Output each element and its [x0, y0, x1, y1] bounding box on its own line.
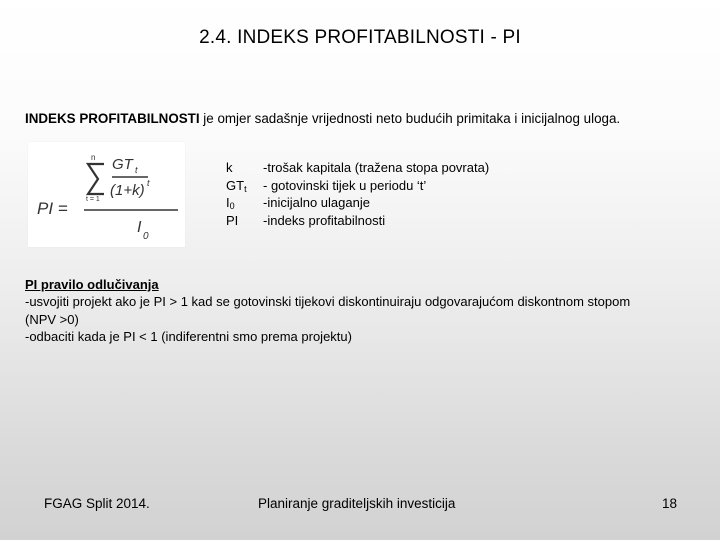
decision-rule-line: -odbaciti kada je PI < 1 (indiferentni smo prema projektu) — [25, 328, 352, 344]
legend-symbol: $I_0$ — [226, 195, 235, 211]
formula-sum-upper: n — [91, 153, 96, 162]
intro-paragraph — [25, 111, 705, 126]
formula-numerator-bottom-sup: t — [147, 178, 150, 188]
formula-numerator-top-sub: t — [135, 165, 138, 175]
pi-formula-image — [28, 142, 185, 247]
decision-rule — [25, 276, 705, 345]
footer-left: FGAG Split 2014. — [44, 496, 150, 511]
decision-rule-line: -usvojiti projekt ako je PI > 1 kad se gotovinski tijekovi diskontinuiraju odgovarajućom diskontnom stopom — [25, 294, 631, 310]
formula-denominator-sub: 0 — [143, 231, 149, 242]
legend-description: - gotovinski tijek u periodu ‘t’ — [263, 177, 427, 193]
decision-rule-heading: PI pravilo odlučivanja — [25, 277, 159, 292]
pi-formula — [28, 142, 185, 247]
sigma-icon — [88, 164, 104, 194]
legend-symbol: PI — [226, 212, 239, 228]
page-number: 18 — [662, 496, 678, 511]
formula-numerator-top: GT — [112, 156, 133, 173]
formula-numerator-bottom: (1+k) — [110, 182, 145, 199]
legend-symbol: $GT_t$ — [226, 177, 247, 194]
formula-denominator: I — [137, 219, 142, 236]
formula-sum-lower: t = 1 — [86, 196, 100, 203]
legend-symbol: k — [226, 160, 233, 175]
decision-rule-line: (NPV >0) — [25, 311, 79, 327]
legend-description: -indeks profitabilnosti — [263, 212, 386, 228]
intro-text: je omjer sadašnje vrijednosti neto budućih primitaka i inicijalnog uloga. — [199, 111, 621, 126]
slide-title: 2.4. INDEKS PROFITABILNOSTI - PI — [199, 27, 521, 48]
legend-description: -trošak kapitala (tražena stopa povrata) — [263, 160, 490, 175]
legend-description: -inicijalno ulaganje — [263, 195, 370, 210]
footer-center: Planiranje graditeljskih investicija — [258, 496, 456, 511]
formula-lhs: PI = — [37, 199, 68, 218]
intro-bold-term: INDEKS PROFITABILNOSTI — [25, 111, 200, 126]
